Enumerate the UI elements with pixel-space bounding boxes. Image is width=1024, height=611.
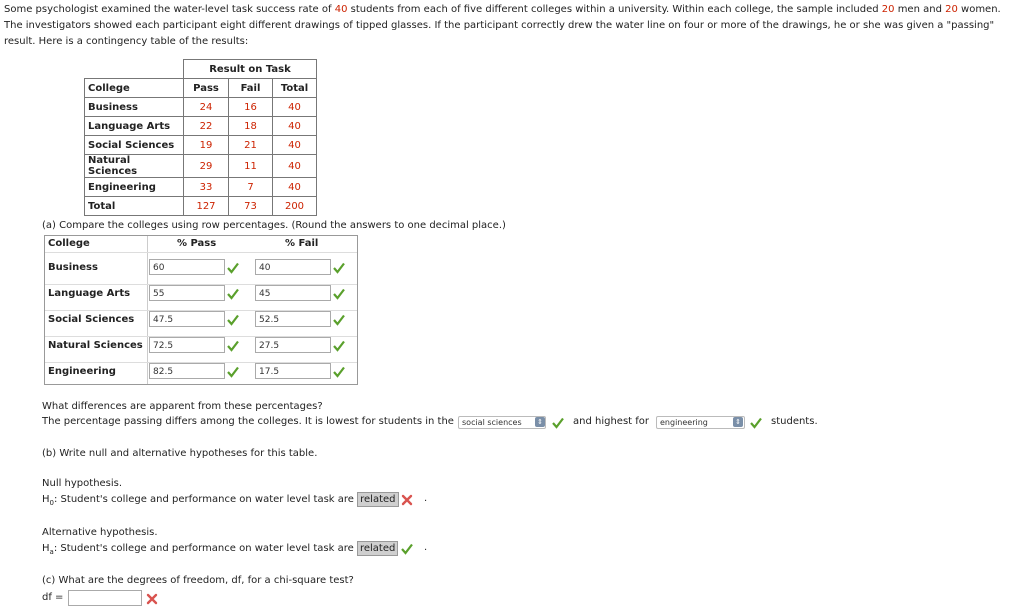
- part-b-prompt: (b) Write null and alternative hypotheses for this table.: [42, 448, 318, 459]
- row-college: Total: [85, 197, 184, 216]
- table-row: [85, 136, 317, 155]
- cell-total: 40: [273, 136, 317, 155]
- row-college: Language Arts: [48, 288, 131, 299]
- table-row: [85, 155, 317, 178]
- col-header-fail-pct: % Fail: [285, 238, 319, 249]
- pass-pct-input[interactable]: 72.5: [149, 337, 225, 353]
- cell-pass: 19: [184, 136, 229, 155]
- df-input[interactable]: [68, 590, 142, 606]
- cell-fail: 11: [229, 155, 273, 178]
- check-icon: [333, 262, 345, 274]
- check-icon: [227, 366, 239, 378]
- highest-college-select[interactable]: [656, 416, 745, 429]
- check-icon: [227, 314, 239, 326]
- fail-pct-input[interactable]: 27.5: [255, 337, 331, 353]
- pass-pct-input[interactable]: 82.5: [149, 363, 225, 379]
- cell-total: 40: [273, 98, 317, 117]
- fail-pct-input[interactable]: 52.5: [255, 311, 331, 327]
- percentages-table: [44, 235, 358, 385]
- cell-fail: 18: [229, 117, 273, 136]
- row-college: Engineering: [48, 366, 116, 377]
- h0-subscript: 0: [49, 499, 54, 507]
- table-row-total: [85, 197, 317, 216]
- cell-fail: 16: [229, 98, 273, 117]
- incorrect-x-icon: [401, 494, 413, 506]
- check-icon: [227, 288, 239, 300]
- null-hypothesis-statement: [42, 492, 399, 510]
- fail-pct-input[interactable]: 45: [255, 285, 331, 301]
- null-answer-select[interactable]: related: [357, 492, 398, 507]
- table-row: [45, 284, 357, 310]
- pass-pct-input[interactable]: 60: [149, 259, 225, 275]
- alt-hypothesis-label: Alternative hypothesis.: [42, 527, 158, 538]
- group-header: Result on Task: [184, 60, 317, 79]
- n-students: 40: [334, 4, 348, 15]
- row-college: Natural Sciences: [48, 340, 143, 351]
- table-row: [85, 117, 317, 136]
- part-a-prompt: (a) Compare the colleges using row percentages. (Round the answers to one decimal place.): [42, 220, 506, 231]
- null-hypothesis-label: Null hypothesis.: [42, 478, 123, 489]
- part-c-prompt: (c) What are the degrees of freedom, df, for a chi-square test?: [42, 575, 354, 586]
- col-header-total: Total: [273, 79, 317, 98]
- n-women: 20: [945, 4, 958, 15]
- null-text: : Student's college and performance on water level task are: [54, 494, 354, 505]
- table-row: [85, 178, 317, 197]
- intro-text: men and: [894, 4, 946, 15]
- ha-symbol: H: [42, 543, 50, 554]
- check-icon: [552, 417, 564, 429]
- n-men: 20: [881, 4, 895, 15]
- cell-total: 40: [273, 117, 317, 136]
- table-row: [45, 362, 357, 384]
- dropdown-arrows-icon[interactable]: ⇕: [535, 417, 545, 427]
- check-icon: [333, 288, 345, 300]
- check-icon: [333, 366, 345, 378]
- differences-sentence-start: The percentage passing differs among the colleges. It is lowest for students in the: [42, 416, 454, 427]
- table-row: [85, 98, 317, 117]
- check-icon: [333, 340, 345, 352]
- problem-intro: [4, 2, 1020, 50]
- row-college: Social Sciences: [85, 136, 184, 155]
- contingency-table: [84, 59, 317, 216]
- differences-sentence-end: students.: [771, 416, 818, 427]
- cell-fail: 73: [229, 197, 273, 216]
- table-row: [45, 310, 357, 336]
- alt-text: : Student's college and performance on water level task are: [53, 543, 354, 554]
- intro-text: students from each of five different colleges within a university. Within each college, the sample included: [347, 4, 882, 15]
- check-icon: [750, 417, 762, 429]
- cell-total: 40: [273, 155, 317, 178]
- alt-period: .: [424, 542, 428, 553]
- cell-total: 40: [273, 178, 317, 197]
- fail-pct-input[interactable]: 40: [255, 259, 331, 275]
- col-header-pass: Pass: [184, 79, 229, 98]
- col-header-college: College: [48, 238, 90, 249]
- null-period: .: [424, 493, 428, 504]
- col-header-pass-pct: % Pass: [177, 238, 217, 249]
- cell-pass: 24: [184, 98, 229, 117]
- lowest-college-select[interactable]: [458, 416, 546, 429]
- h0-symbol: H: [42, 494, 50, 505]
- differences-sentence-mid: and highest for: [573, 416, 650, 427]
- cell-fail: 7: [229, 178, 273, 197]
- incorrect-x-icon: [146, 593, 158, 605]
- row-college: Natural Sciences: [85, 155, 184, 178]
- select-value: social sciences: [462, 418, 522, 427]
- check-icon: [227, 340, 239, 352]
- fail-pct-input[interactable]: 17.5: [255, 363, 331, 379]
- pass-pct-input[interactable]: 47.5: [149, 311, 225, 327]
- dropdown-arrows-icon[interactable]: ⇕: [733, 417, 743, 427]
- differences-question: What differences are apparent from these percentages?: [42, 401, 323, 412]
- row-college: Language Arts: [85, 117, 184, 136]
- col-header-fail: Fail: [229, 79, 273, 98]
- alt-hypothesis-statement: [42, 541, 398, 559]
- cell-pass: 22: [184, 117, 229, 136]
- row-college: Engineering: [85, 178, 184, 197]
- pass-pct-input[interactable]: 55: [149, 285, 225, 301]
- df-label: df =: [42, 592, 64, 603]
- divider: [45, 252, 357, 253]
- intro-text: women. The investigators showed each participant eight different drawings of tipped glasses. If the participant correctly drew the water line on four or more of the drawings, he or she was given a "passing" result. Here is a contingency table of the results:: [4, 4, 1001, 47]
- intro-text: Some psychologist examined the water-level task success rate of: [4, 4, 335, 15]
- cell-fail: 21: [229, 136, 273, 155]
- row-college: Business: [85, 98, 184, 117]
- check-icon: [401, 543, 413, 555]
- cell-pass: 33: [184, 178, 229, 197]
- table-row: [45, 336, 357, 362]
- check-icon: [227, 262, 239, 274]
- table-row: [45, 258, 357, 284]
- col-header-college: College: [85, 79, 184, 98]
- row-college: Business: [48, 262, 98, 273]
- check-icon: [333, 314, 345, 326]
- alt-answer-select[interactable]: related: [357, 541, 398, 556]
- ha-subscript: a: [49, 548, 54, 556]
- row-college: Social Sciences: [48, 314, 135, 325]
- cell-pass: 29: [184, 155, 229, 178]
- cell-total: 200: [273, 197, 317, 216]
- select-value: engineering: [660, 418, 708, 427]
- cell-pass: 127: [184, 197, 229, 216]
